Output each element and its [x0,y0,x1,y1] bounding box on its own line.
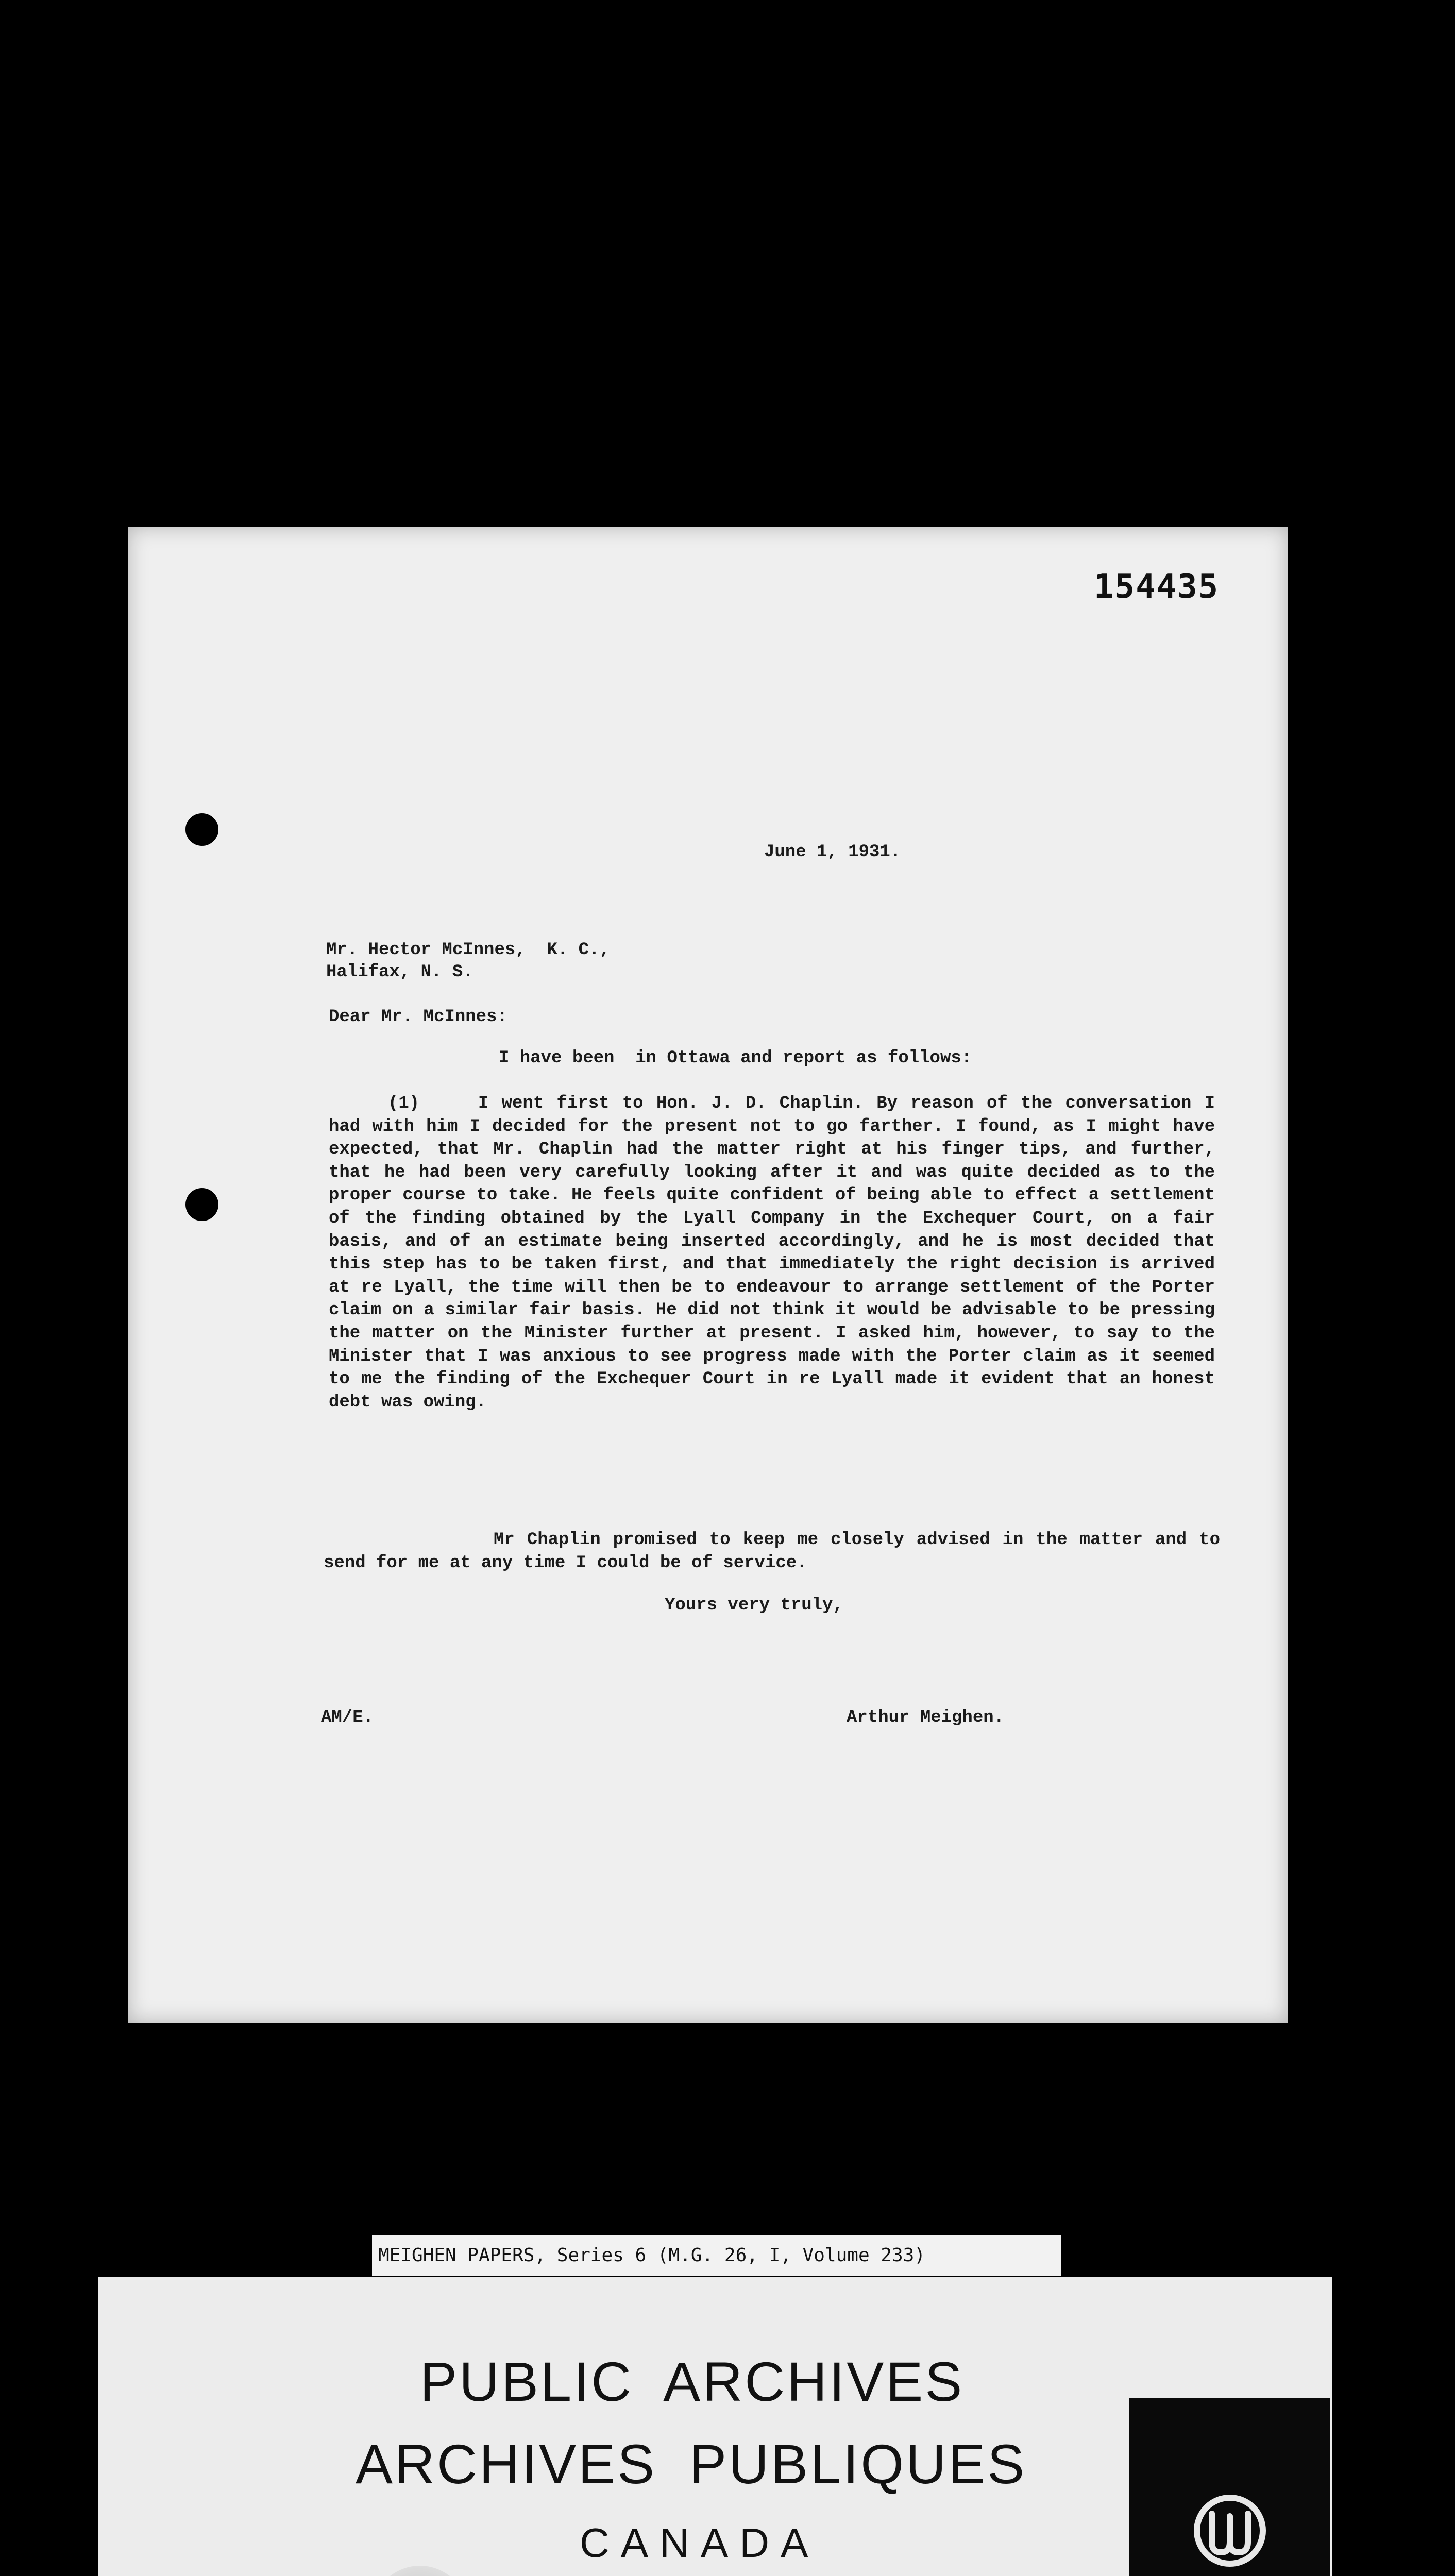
salutation: Dear Mr. McInnes: [329,1007,507,1027]
punch-hole-top [185,813,218,846]
archive-line-french: ARCHIVES PUBLIQUES [356,2433,1027,2495]
archive-card [98,2277,1332,2576]
logo-panel [1129,2398,1330,2576]
intro-line: I have been in Ottawa and report as follows: [499,1048,972,1068]
paragraph-1-text: I went first to Hon. J. D. Chaplin. By reason of the conversation I had with him I decided for the present not to go farther. I found, as I might have expected, that Mr. Chaplin had the matter right at his finger tips, and further, that he had been very carefully looking after it and was quite decided as to the proper course to take. He feels quite confident of being able to effect a settlement of the finding obtained by the Lyall Company in the Exchequer Court, on a fair basis, and of an estimate being inserted accordingly, and he is most decided that this step has to be taken first, and that immediately the right decision is arrived at re Lyall, the time will then be to endeavour to arrange settlement of the Porter claim on a similar fair basis. He did not think it would be advisable to be pressing the matter on the Minister further at present. I asked him, however, to say to the Minister that I was anxious to see progress made with the Porter claim as it seemed to me the finding of the Exchequer Court in re Lyall made it evident that an honest debt was owing. [329,1094,1215,1412]
punch-hole-bottom [185,1188,218,1221]
paragraph-1-number: (1) [388,1094,420,1113]
archive-line-english: PUBLIC ARCHIVES [420,2350,965,2413]
paragraph-2: Mr Chaplin promised to keep me closely advised in the matter and to send for me at any time I could be of service. [324,1530,1220,1573]
closing: Yours very truly, [665,1596,843,1615]
recipient-name: Mr. Hector McInnes, K. C., [326,940,610,960]
typist-initials: AM/E. [321,1708,374,1727]
archives-logo-icon [1129,2398,1330,2576]
document-number: 154435 [1094,568,1220,606]
letter-page [128,527,1288,2023]
signature-name: Arthur Meighen. [847,1708,1005,1727]
letter-date: June 1, 1931. [764,842,901,862]
paragraph-1 [329,1092,1215,1414]
smudge-mark [366,2566,474,2576]
recipient-address: Halifax, N. S. [326,962,473,982]
archive-reference-label: MEIGHEN PAPERS, Series 6 (M.G. 26, I, Volume 233) [372,2235,1061,2276]
archive-line-country: CANADA [580,2520,820,2566]
